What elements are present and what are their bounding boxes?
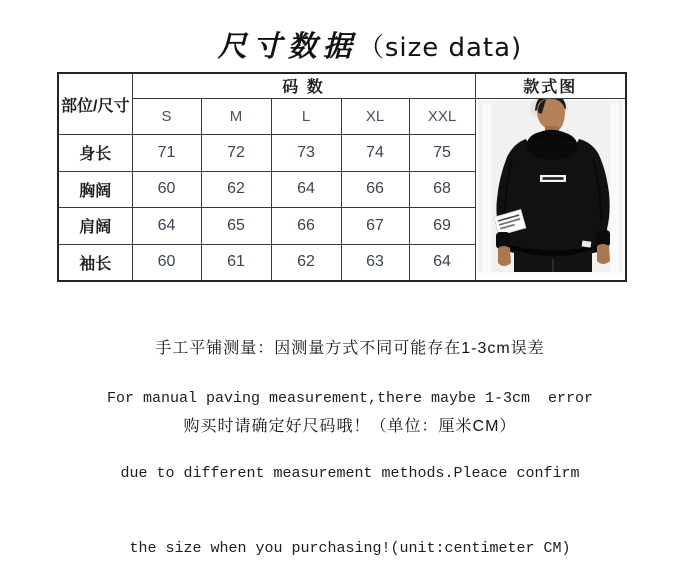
cell-value: 72	[201, 135, 271, 172]
left-hand	[498, 246, 511, 266]
cell-value: 75	[409, 135, 475, 172]
row-label-shoulder-width: 肩阔	[58, 208, 132, 245]
cell-value: 68	[409, 171, 475, 208]
note-en-line3: the size when you purchasing!(unit:centimeter CM)	[129, 540, 571, 557]
col-header-l: L	[271, 98, 341, 135]
cell-value: 62	[201, 171, 271, 208]
note-cn-line2: 购买时请确定好尺码哦！（单位：厘米CM）	[183, 418, 517, 435]
table-header-row-2	[58, 98, 626, 135]
style-photo-cell	[475, 98, 626, 281]
row-label-body-length: 身长	[58, 135, 132, 172]
title-chinese: 尺寸数据	[217, 29, 358, 63]
row-label-chest-width: 胸阔	[58, 171, 132, 208]
col-header-m: M	[201, 98, 271, 135]
cell-value: 67	[341, 208, 409, 245]
cell-value: 66	[271, 208, 341, 245]
note-en-line1: For manual paving measurement,there maybe 1-3cm error	[106, 390, 594, 407]
cell-value: 61	[201, 244, 271, 281]
right-hand	[597, 244, 610, 264]
cell-value: 66	[341, 171, 409, 208]
col-header-xxl: XXL	[409, 98, 475, 135]
measurement-note-english	[0, 336, 700, 586]
cell-value: 71	[132, 135, 201, 172]
corner-header: 部位/尺寸	[58, 73, 132, 135]
cell-value: 74	[341, 135, 409, 172]
title-english-paren: （size data)	[357, 33, 523, 63]
col-header-s: S	[132, 98, 201, 135]
cell-value: 64	[409, 244, 475, 281]
cell-value: 60	[132, 171, 201, 208]
size-table	[57, 72, 627, 282]
note-en-line2: due to different measurement methods.Pleace confirm	[120, 465, 580, 482]
size-group-header: 码 数	[132, 73, 475, 98]
col-header-xl: XL	[341, 98, 409, 135]
cell-value: 63	[341, 244, 409, 281]
note-cn-line1: 手工平铺测量：因测量方式不同可能存在1-3cm误差	[155, 340, 545, 357]
cell-value: 60	[132, 244, 201, 281]
cell-value: 64	[271, 171, 341, 208]
cell-value: 65	[201, 208, 271, 245]
cell-value: 69	[409, 208, 475, 245]
row-label-sleeve-length: 袖长	[58, 244, 132, 281]
cell-value: 62	[271, 244, 341, 281]
table-header-row-1	[58, 73, 626, 98]
style-column-header: 款式图	[475, 73, 626, 98]
cell-value: 64	[132, 208, 201, 245]
hoodie-product-image	[476, 99, 625, 280]
cell-value: 73	[271, 135, 341, 172]
page-title	[0, 24, 700, 65]
